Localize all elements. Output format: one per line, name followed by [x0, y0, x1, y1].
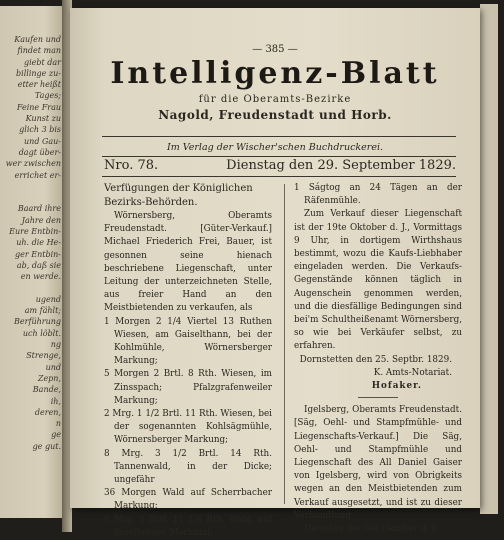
office: K. Amts-Notariat.	[373, 367, 452, 378]
list-item: 1 Morgen 2 1/4 Viertel 13 Ruthen Wiesen, am Gaiselthann, bei der Kohlmühle, Wörnersberger Markung;	[104, 316, 272, 367]
left-page-line: errichet er-	[14, 170, 61, 180]
masthead	[70, 58, 480, 122]
issue-line	[104, 158, 456, 173]
left-page-edge	[0, 6, 64, 518]
left-page-line: und Gau-	[24, 136, 61, 146]
left-page-line: Strenge,	[26, 351, 61, 361]
left-page-line	[0, 181, 64, 192]
left-page-text	[0, 34, 64, 452]
left-page-line: giebt dar	[23, 57, 61, 67]
section-heading: Verfügungen der Königlichen Bezirks-Behörden.	[104, 183, 253, 208]
right-column	[294, 182, 462, 536]
signer: Hofaker.	[371, 381, 422, 392]
left-page-line: Berführung	[14, 317, 61, 327]
left-page-line: deren,	[34, 407, 61, 417]
left-page-line: dagt über-	[18, 147, 61, 157]
left-page-line: Bande,	[32, 385, 61, 395]
left-page-line: Kaufen und	[14, 35, 61, 44]
page-number: — 385 —	[252, 44, 298, 55]
left-page-line: und	[45, 362, 61, 372]
left-page-line: Eure Entbin-	[9, 227, 61, 237]
property-list	[104, 316, 272, 540]
left-page-line: glich 3 bis	[19, 125, 61, 135]
notice-2-end: Dienstag der 6te Oktober d. J.	[304, 524, 438, 535]
list-item: 2 Mrg. 1 1/2 Brtl. 11 Rth. Wiesen, bei der sogenannten Kohlsägmühle, Wörnersberger Markung;	[104, 409, 272, 446]
left-page-line: ger Entbin-	[15, 249, 61, 259]
left-page-line: Zepn,	[37, 373, 61, 383]
issue-number: Nro. 78.	[104, 158, 159, 173]
left-page-line: ab, daß sie	[16, 260, 61, 270]
left-page-line: Baard ihre	[17, 204, 61, 214]
left-page-line: am fählt;	[24, 306, 61, 316]
column-divider	[284, 184, 285, 504]
notice-2-body: Igelsberg, Oberamts Freudenstadt. [Säg, Oehl- und Stampfmühle- und Liegenschafts-Verkauf.] Die Säg, Oehl- und Stampfmühle und Liegenschaft des All Daniel Gaiser von Igelsberg, wird von Obrigkeits wegen an den Meistbietenden zum Verkauf ausgesetzt, und ist zu dieser Verhandlung	[294, 405, 462, 521]
left-page-line: n	[55, 419, 61, 429]
left-page-line: ng	[50, 340, 61, 350]
newspaper-page	[70, 8, 480, 538]
rule-top	[102, 136, 456, 137]
masthead-towns: Nagold, Freudenstadt und Horb.	[158, 108, 392, 122]
notice-body: Zum Verkauf dieser Liegenschaft ist der 19te Oktober d. J., Vormittags 9 Uhr, in dortigem Wirthshaus bestimmt, wozu die Kaufs-Liebhaber eingeladen werden. Die Verkaufs-Gegenstände können täglich in Augenschein genommen werden, und die diesfällige Bedingungen sind bei'm Schultheißenamt Wörnersberg, so wie bei Verkäufer selbst, zu erfahren.	[294, 209, 462, 352]
left-column	[104, 182, 272, 540]
rule-bottom	[102, 176, 456, 177]
left-page-line: ih,	[50, 396, 61, 406]
masthead-title: Intelligenz-Blatt	[110, 56, 440, 91]
list-item: 5 Morgen 2 Brtl. 8 Rth. Wiesen, im Zinsspach; Pfalzgrafenweiler Markung;	[104, 369, 272, 406]
left-page-line: Kunst zu	[25, 114, 61, 124]
notice-intro: Wörnersberg, Oberamts Freudenstadt. [Güter-Verkauf.] Michael Friederich Frei, Bauer, ist gesonnen seine hienach beschriebene Liegenschaft, unter Leitung der unterzeichneten Stelle, aus freier Hand an den Meistbietenden zu verkaufen, als	[104, 211, 272, 314]
left-page-line: uh. die He-	[16, 238, 61, 248]
issue-date: Dienstag den 29. September 1829.	[226, 158, 456, 173]
rule-mid	[102, 156, 456, 157]
left-page-line: ge	[51, 430, 61, 440]
left-page-line: billinge zu-	[16, 68, 61, 78]
masthead-subtitle: für die Oberamts-Bezirke	[198, 94, 352, 105]
page-edges	[480, 4, 498, 514]
left-page-line	[0, 283, 64, 294]
left-page-line	[0, 192, 64, 203]
left-page-line: en werde.	[20, 272, 61, 282]
list-item: 36 Morgen Wald auf Scherrbacher Markung;	[104, 488, 272, 512]
left-page-line: Tages;	[34, 91, 61, 101]
left-page-line: wer zwischen	[5, 159, 61, 169]
left-page-line: Jahre den	[21, 215, 61, 225]
list-item: 6 Mrg. 1 Brtl. 11 1/4 Rth. Wald, auf Spielberger Markung;	[104, 514, 272, 538]
left-page-line: ge gut.	[32, 441, 61, 451]
separator	[358, 397, 398, 398]
list-item-cont: 1 Ságtog an 24 Tägen an der Räfenmühle.	[294, 183, 462, 207]
left-page-line: uch löblt.	[22, 328, 61, 338]
dateline: Dornstetten den 25. Septbr. 1829.	[299, 354, 452, 365]
list-item: 8 Mrg. 3 1/2 Brtl. 14 Rth. Tannenwald, in der Dicke; ungefähr	[104, 448, 272, 486]
publisher-line: Im Verlag der Wischer'schen Buchdruckerei.	[167, 142, 383, 153]
left-page-line: etter heißt	[17, 80, 61, 90]
left-page-line: findet man	[17, 46, 61, 56]
left-page-line: Feine Frau	[16, 102, 61, 112]
left-page-line: ugend	[35, 294, 61, 304]
